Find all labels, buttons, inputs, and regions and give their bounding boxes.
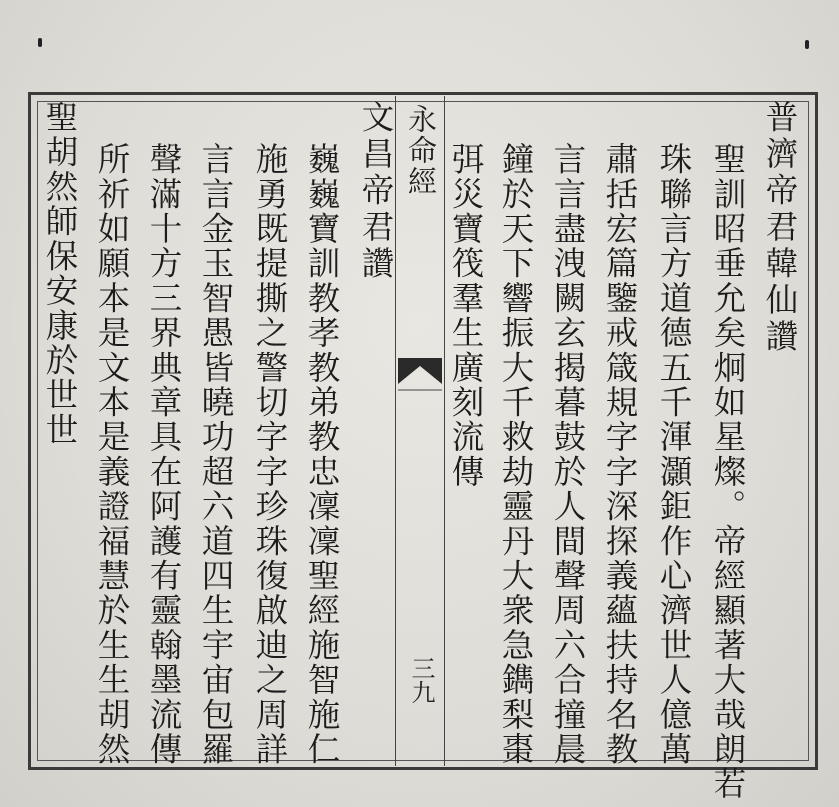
page-number: 三九 [407, 656, 435, 704]
right-panel-column: 鐘於天下響振大千救劫靈丹大衆急鐫梨棗 [497, 142, 535, 767]
right-panel-column: 肅括宏篇鑒戒箴規字字深探義蘊扶持名教 [601, 142, 639, 767]
right-panel-column: 言言盡洩闕玄揭暮鼓於人間聲周六合撞晨 [549, 142, 587, 767]
left-panel-column: 施勇既提撕之警切字字珍珠復啟迪之周詳 [251, 142, 289, 767]
center-band [395, 96, 445, 766]
left-panel-column: 聲滿十方三界典章具在阿護有靈翰墨流傳 [145, 142, 183, 767]
ink-speck [805, 40, 809, 49]
book-title: 永命經 [404, 104, 438, 197]
right-panel-heading: 普濟帝君韓仙讚 [761, 100, 799, 356]
fishtail-ornament-icon [398, 358, 442, 392]
right-panel-column: 弭災寶筏羣生廣刻流傳 [447, 142, 485, 489]
left-panel-column: 巍巍寶訓教孝教弟教忠凜凜聖經施智施仁 [303, 142, 341, 767]
ink-speck [38, 38, 42, 47]
left-panel-column: 聖胡然師保安康於世世 [41, 100, 79, 447]
right-panel-column: 聖訓昭垂允矣炯如星燦。帝經顯著大哉朗若 [709, 142, 747, 802]
left-panel-column: 所祈如願本是文本是義證福慧於生生胡然 [93, 142, 131, 767]
left-panel-heading: 文昌帝君讚 [357, 100, 395, 283]
left-panel-column: 言言金玉智愚皆曉功超六道四生宇宙包羅 [197, 142, 235, 767]
right-panel-column: 珠聯言方道德五千渾灝鉅作心濟世人億萬 [655, 142, 693, 767]
